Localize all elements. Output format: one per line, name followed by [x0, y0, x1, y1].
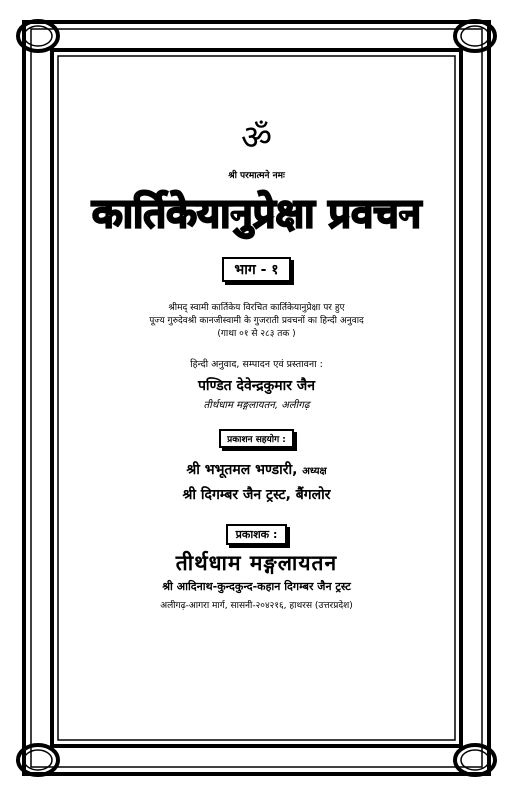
- publisher-trust: श्री आदिनाथ-कुन्दकुन्द-कहान दिगम्बर जैन ट्रस्ट: [162, 580, 351, 593]
- publication-support-label: प्रकाशन सहयोग :: [219, 429, 294, 448]
- book-title: कार्तिकेयानुप्रेक्षा प्रवचन: [91, 191, 422, 237]
- supporter-trust: श्री दिगम्बर जैन ट्रस्ट, बैंगलोर: [182, 487, 331, 503]
- description-line-1: श्रीमद् स्वामी कार्तिकेय विरचित कार्तिकेयानुप्रेक्षा पर हुए: [168, 303, 345, 313]
- supporter-name: श्री भभूतमल भण्डारी,: [186, 462, 298, 478]
- publisher-name: तीर्थधाम मङ्गलायतन: [175, 551, 338, 575]
- supporter-line: [80, 460, 433, 479]
- editor-place: तीर्थधाम मङ्गलायतन, अलीगढ़: [203, 400, 310, 411]
- editor-name: पण्डित देवेन्द्रकुमार जैन: [197, 378, 316, 394]
- om-symbol: ॐ: [240, 118, 272, 158]
- description-line-2: पूज्य गुरुदेवश्री कानजीस्वामी के गुजराती प्रवचनों का हिन्दी अनुवाद: [149, 316, 364, 326]
- supporter-role: अध्यक्ष: [302, 466, 327, 477]
- publisher-address: अलीगढ़-आगरा मार्ग, सासनी-२०४२१६, हाथरस (उत्तरप्रदेश): [160, 601, 353, 611]
- title-content: [80, 118, 433, 611]
- publisher-label: प्रकाशक :: [226, 524, 288, 545]
- editor-label: हिन्दी अनुवाद, सम्पादन एवं प्रस्तावना :: [190, 359, 323, 370]
- description-line-3: (गाथा ०१ से २८३ तक ): [217, 329, 296, 339]
- description: [80, 302, 433, 341]
- part-label: भाग - १: [222, 257, 290, 282]
- salutation: श्री परमात्मने नमः: [228, 171, 285, 181]
